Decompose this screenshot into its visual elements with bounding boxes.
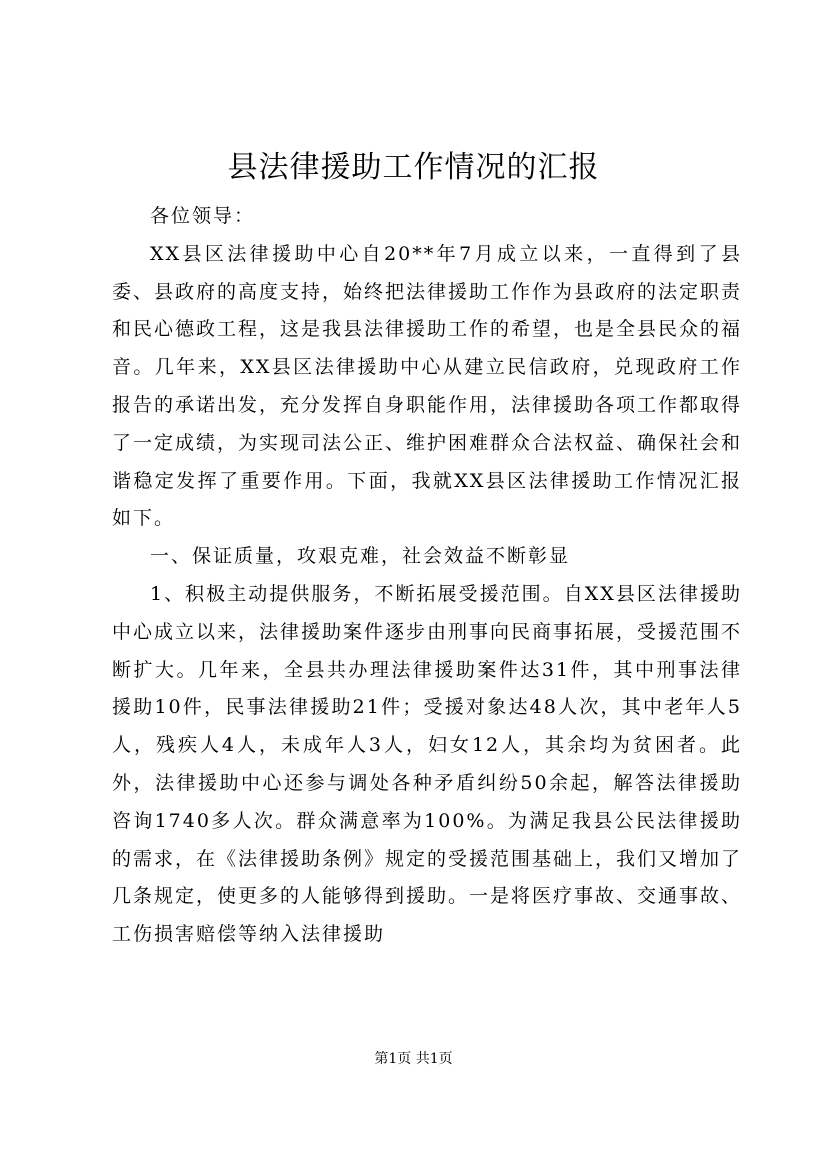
document-title: 县法律援助工作情况的汇报 bbox=[227, 150, 600, 185]
salutation: 各位领导： bbox=[150, 205, 256, 227]
paragraph-service: 1、积极主动提供服务，不断拓展受援范围。自XX县区法律援助中心成立以来，法律援助案件逐步由刑事向民商事拓展，受援范围不断扩大。几年来，全县共办理法律援助案件达31件，其中刑事法律援助10件，民事法律援助21件；受援对象达48人次，其中老年人5人，残疾人4人，未成年人3人，妇女12人，其余均为贫困者。此外，法律援助中心还参与调处各种矛盾纠纷50余起，解答法律援助咨询1740多人次。群众满意率为100%。为满足我县公民法律援助的需求，在《法律援助条例》规定的受援范围基础上，我们又增加了几条规定，使更多的人能够得到援助。一是将医疗事故、交通事故、工伤损害赔偿等纳入法律援助 bbox=[112, 582, 743, 946]
section-heading: 一、保证质量，攻艰克难，社会效益不断彰显 bbox=[150, 545, 571, 568]
page-footer: 第1页 共1页 bbox=[374, 1051, 453, 1067]
paragraph-intro: XX县区法律援助中心自20**年7月成立以来，一直得到了县委、县政府的高度支持，始终把法律援助工作作为县政府的法定职责和民心德政工程，这是我县法律援助工作的希望，也是全县民众的福音。几年来，XX县区法律援助中心从建立民信政府，兑现政府工作报告的承诺出发，充分发挥自身职能作用，法律援助各项工作都取得了一定成绩，为实现司法公正、维护困难群众合法权益、确保社会和谐稳定发挥了重要作用。下面，我就XX县区法律援助工作情况汇报如下。 bbox=[112, 242, 743, 530]
document-body bbox=[112, 198, 742, 954]
